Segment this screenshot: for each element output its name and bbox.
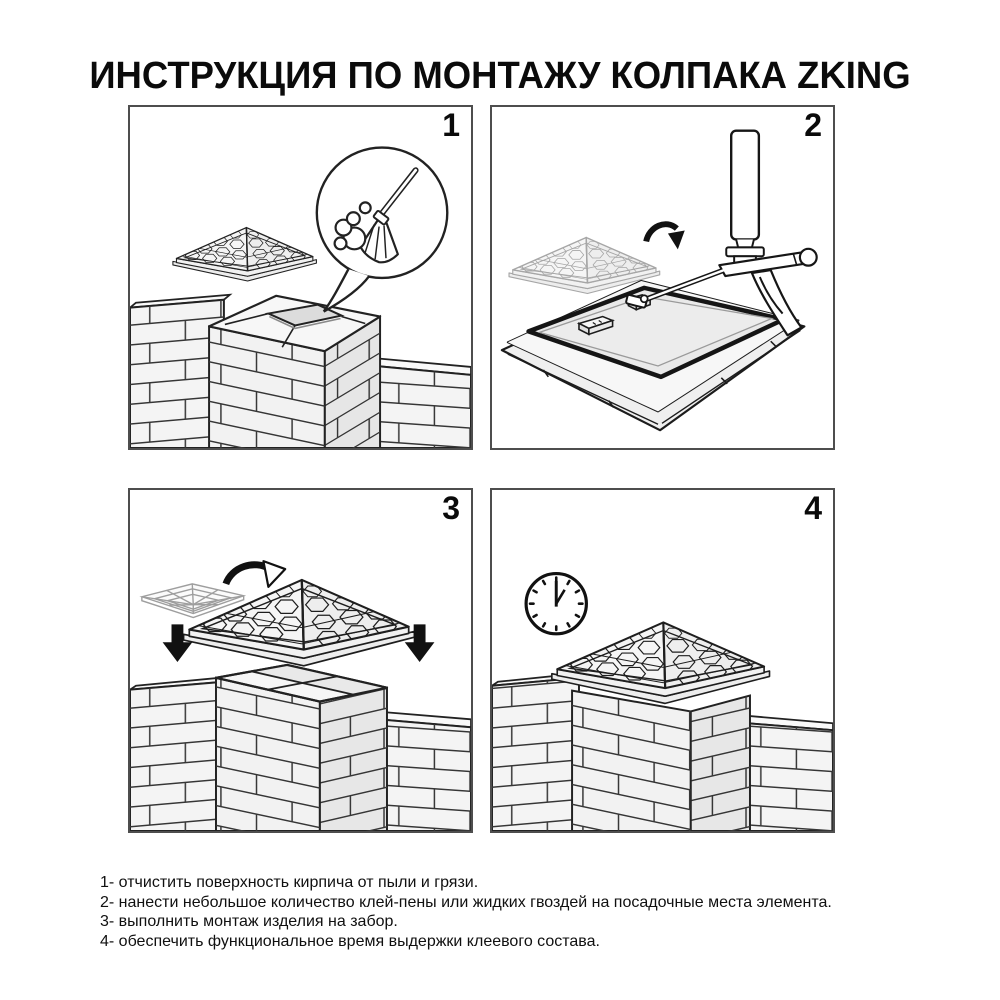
brick-pillar bbox=[209, 296, 380, 448]
instruction-list bbox=[100, 873, 832, 951]
instruction-line-4: 4- обеспечить функциональное время выдержки клеевого состава. bbox=[100, 932, 600, 950]
step-number: 4 bbox=[804, 490, 822, 526]
instruction-line-1: 1- отчистить поверхность кирпича от пыли и грязи. bbox=[100, 874, 479, 891]
step1-illustration bbox=[130, 107, 471, 448]
installed-cap bbox=[552, 622, 770, 703]
down-arrow-icon bbox=[163, 624, 193, 662]
step-number: 1 bbox=[442, 107, 460, 143]
step3-illustration bbox=[130, 490, 471, 831]
flip-arrow-icon bbox=[646, 224, 685, 249]
clock-icon bbox=[526, 574, 586, 634]
instruction-line-3: 3- выполнить монтаж изделия на забор. bbox=[100, 913, 398, 930]
brick-pillar bbox=[216, 665, 387, 831]
step-number: 2 bbox=[804, 107, 822, 143]
step-panel-3 bbox=[128, 488, 473, 833]
brick-wall-left bbox=[492, 673, 585, 831]
step4-illustration bbox=[492, 490, 833, 831]
step-panel-2 bbox=[490, 105, 835, 450]
foam-canister bbox=[731, 131, 759, 240]
page-title: ИНСТРУКЦИЯ ПО МОНТАЖУ КОЛПАКА ZKING bbox=[89, 55, 911, 98]
step2-illustration bbox=[492, 107, 833, 448]
step-panel-4 bbox=[490, 488, 835, 833]
brick-wall-left bbox=[130, 677, 230, 831]
cap-element bbox=[173, 228, 317, 281]
brick-wall-right bbox=[365, 358, 471, 448]
step-number: 3 bbox=[442, 490, 460, 526]
instruction-line-2: 2- нанести небольшое количество клей-пены или жидких гвоздей на посадочные места элемента. bbox=[100, 893, 832, 911]
brick-pillar bbox=[572, 691, 750, 831]
cap-underside-tray bbox=[502, 281, 804, 430]
flip-arrow-icon bbox=[226, 561, 285, 587]
step-panel-1 bbox=[128, 105, 473, 450]
